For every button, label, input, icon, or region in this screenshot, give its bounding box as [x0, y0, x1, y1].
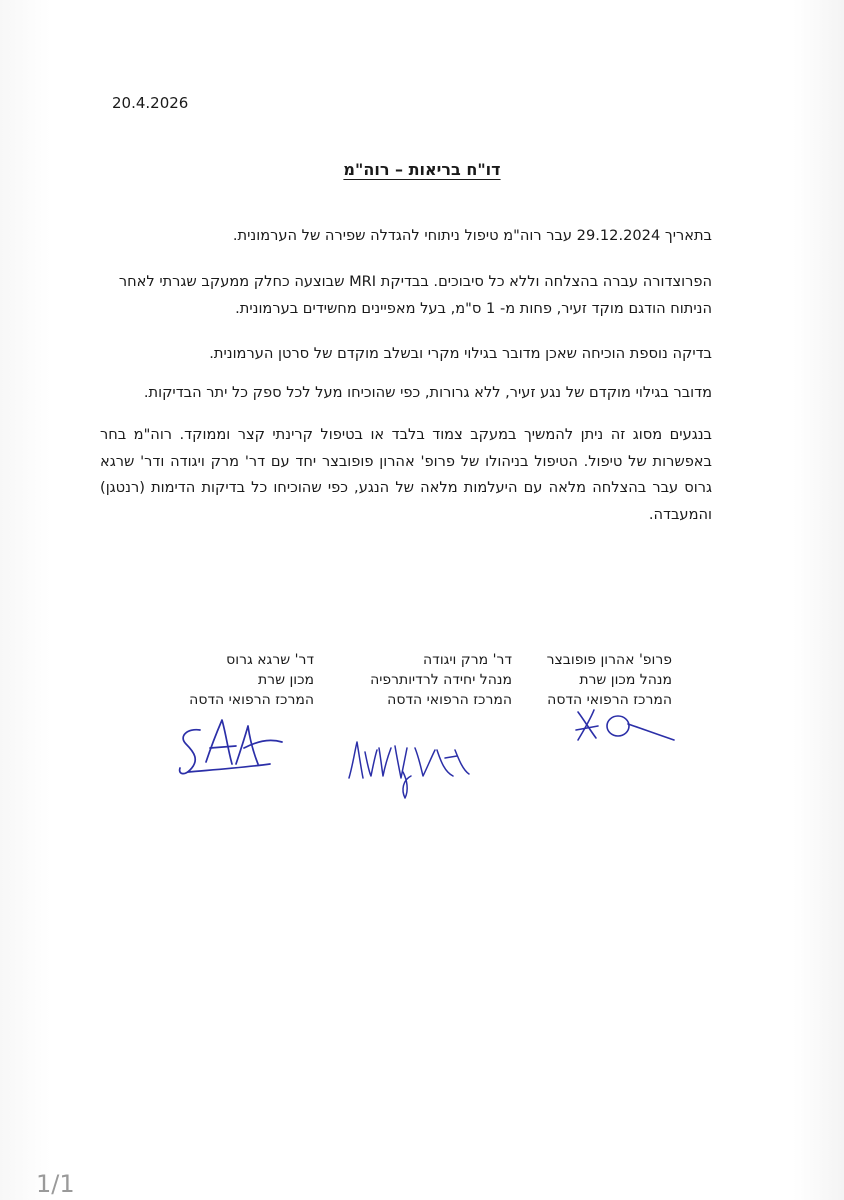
signature-popovtzer-image	[570, 700, 680, 750]
signature-gross-image	[170, 712, 290, 787]
signatory-role: מכון שרת	[257, 672, 314, 688]
signatory-name: דר' מרק ויגודה	[423, 652, 512, 668]
signatory-institution: המרכז הרפואי הדסה	[189, 692, 314, 708]
paragraph-4: מדובר בגילוי מוקדם של נגע זעיר, ללא גרורות, כפי שהוכיחו מעל לכל ספק כל יתר הבדיקות.	[143, 384, 712, 401]
signatory-name: דר' שרגא גרוס	[226, 652, 314, 668]
page-indicator: 1/1	[36, 1170, 75, 1198]
signatory-institution: המרכז הרפואי הדסה	[547, 692, 672, 708]
signatory-vigoda	[312, 650, 512, 710]
paragraph-1: בתאריך 29.12.2024 עבר רוה"מ טיפול ניתוחי להגדלה שפירה של הערמונית.	[232, 227, 712, 244]
document-title-text: דו"ח בריאות – רוה"מ	[343, 160, 501, 179]
signatory-gross	[114, 650, 314, 710]
paragraph-2: הפרוצדורה עברה בהצלחה וללא כל סיבוכים. בבדיקת MRI שבוצעה כחלק ממעקב שגרתי לאחר הניתוח הודגם מוקד זעיר, פחות מ- 1 ס"מ, בעל מאפיינים מחשידים בערמונית.	[118, 273, 712, 317]
signature-vigoda-image	[345, 728, 475, 808]
document-title	[0, 160, 844, 179]
signatory-role: מנהל מכון שרת	[579, 672, 672, 688]
paragraph-3: בדיקה נוספת הוכיחה שאכן מדובר בגילוי מקרי ובשלב מוקדם של סרטן הערמונית.	[209, 345, 712, 362]
paragraph-5: בנגעים מסוג זה ניתן להמשיך במעקב צמוד בלבד או בטיפול קרינתי קצר וממוקד. רוה"מ בחר באפשרות של טיפול. הטיפול בניהולו של פרופ' אהרון פופובצר יחד עם דר' מרק ויגודה ודר' שרגא גרוס עבר בהצלחה מלאה עם היעלמות מלאה של הנגע, כפי שהוכיחו כל בדיקות הדימות (רנטגן) והמעבדה.	[100, 426, 712, 523]
document-date: 20.4.2026	[112, 94, 189, 112]
signatory-name: פרופ' אהרון פופובצר	[546, 652, 672, 668]
signatory-institution: המרכז הרפואי הדסה	[387, 692, 512, 708]
signatory-role: מנהל יחידה לרדיותרפיה	[370, 672, 512, 688]
